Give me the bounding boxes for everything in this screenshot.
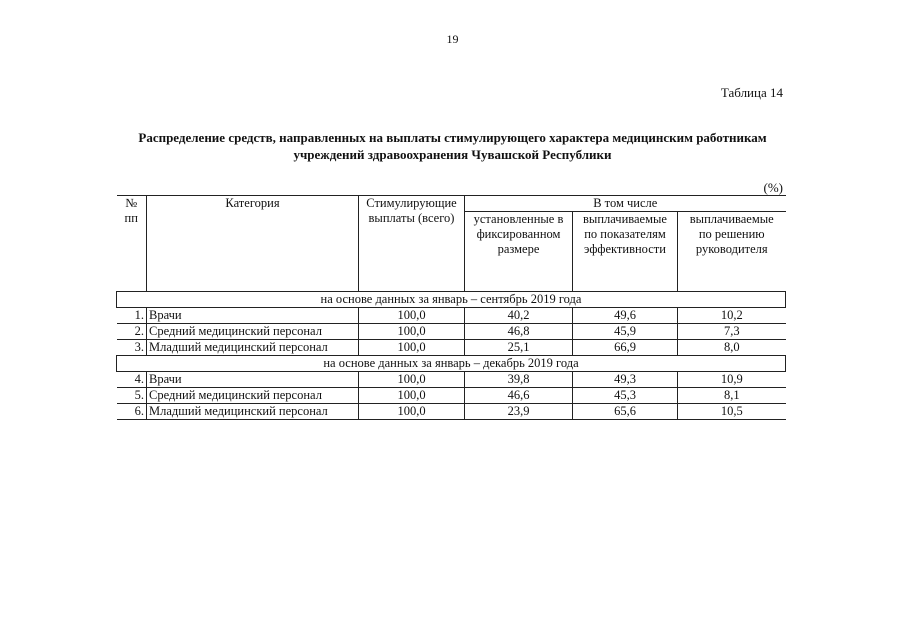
distribution-table (116, 195, 786, 420)
row-total: 100,0 (359, 404, 465, 420)
page-number: 19 (446, 32, 459, 46)
section-title: на основе данных за январь – сентябрь 2019 года (117, 292, 786, 308)
section-2 (117, 356, 786, 420)
row-num: 5. (117, 388, 147, 404)
row-manager: 7,3 (678, 324, 786, 340)
row-category: Врачи (147, 308, 359, 324)
row-performance: 66,9 (573, 340, 678, 356)
row-performance: 45,3 (573, 388, 678, 404)
row-category: Средний медицинский персонал (147, 324, 359, 340)
section-title: на основе данных за январь – декабрь 2019 года (117, 356, 786, 372)
header-category: Категория (147, 196, 359, 292)
title-line-2: учреждений здравоохранения Чувашской Республики (293, 147, 612, 162)
section-title-row (117, 292, 786, 308)
row-fixed: 23,9 (465, 404, 573, 420)
title-line-1: Распределение средств, направленных на выплаты стимулирующего характера медицинским работникам (138, 130, 767, 145)
row-manager: 8,1 (678, 388, 786, 404)
row-manager: 8,0 (678, 340, 786, 356)
row-performance: 49,3 (573, 372, 678, 388)
row-category: Средний медицинский персонал (147, 388, 359, 404)
header-total (359, 196, 465, 292)
header-total-line-1: Стимулирующие (366, 196, 457, 210)
header-performance (573, 212, 678, 292)
row-category: Младший медицинский персонал (147, 340, 359, 356)
header-num-line-2: пп (124, 211, 138, 225)
row-total: 100,0 (359, 388, 465, 404)
unit-note: (%) (763, 180, 783, 195)
table-label: Таблица 14 (720, 85, 783, 100)
row-num: 4. (117, 372, 147, 388)
document-title (100, 129, 805, 163)
table-header (117, 196, 786, 292)
header-fixed-line-2: фиксированном (476, 227, 561, 241)
table-row (117, 340, 786, 356)
header-manager (678, 212, 786, 292)
header-mgr-line-1: выплачиваемые (689, 212, 774, 226)
header-fixed-line-1: установленные в (473, 212, 564, 226)
table-row (117, 388, 786, 404)
header-row-1 (117, 196, 786, 212)
header-fixed (465, 212, 573, 292)
header-num (117, 196, 147, 292)
table-row (117, 372, 786, 388)
row-num: 2. (117, 324, 147, 340)
row-total: 100,0 (359, 340, 465, 356)
header-including: В том числе (465, 196, 786, 212)
row-category: Врачи (147, 372, 359, 388)
header-mgr-line-2: по решению (698, 227, 765, 241)
row-total: 100,0 (359, 308, 465, 324)
row-fixed: 46,6 (465, 388, 573, 404)
row-manager: 10,5 (678, 404, 786, 420)
row-total: 100,0 (359, 324, 465, 340)
row-performance: 45,9 (573, 324, 678, 340)
row-num: 6. (117, 404, 147, 420)
header-perf-line-3: эффективности (584, 242, 666, 256)
row-fixed: 39,8 (465, 372, 573, 388)
header-perf-line-1: выплачиваемые (583, 212, 667, 226)
header-perf-line-2: по показателям (584, 227, 666, 241)
table-row (117, 404, 786, 420)
table-row (117, 308, 786, 324)
row-num: 3. (117, 340, 147, 356)
row-manager: 10,2 (678, 308, 786, 324)
row-fixed: 40,2 (465, 308, 573, 324)
header-fixed-line-3: размере (497, 242, 540, 256)
header-total-line-2: выплаты (всего) (368, 211, 455, 225)
section-title-row (117, 356, 786, 372)
header-mgr-line-3: руководителя (695, 242, 768, 256)
row-num: 1. (117, 308, 147, 324)
row-category: Младший медицинский персонал (147, 404, 359, 420)
row-fixed: 46,8 (465, 324, 573, 340)
section-1 (117, 292, 786, 356)
table-row (117, 324, 786, 340)
row-performance: 65,6 (573, 404, 678, 420)
row-fixed: 25,1 (465, 340, 573, 356)
row-total: 100,0 (359, 372, 465, 388)
row-manager: 10,9 (678, 372, 786, 388)
row-performance: 49,6 (573, 308, 678, 324)
header-num-line-1: № (125, 196, 138, 210)
